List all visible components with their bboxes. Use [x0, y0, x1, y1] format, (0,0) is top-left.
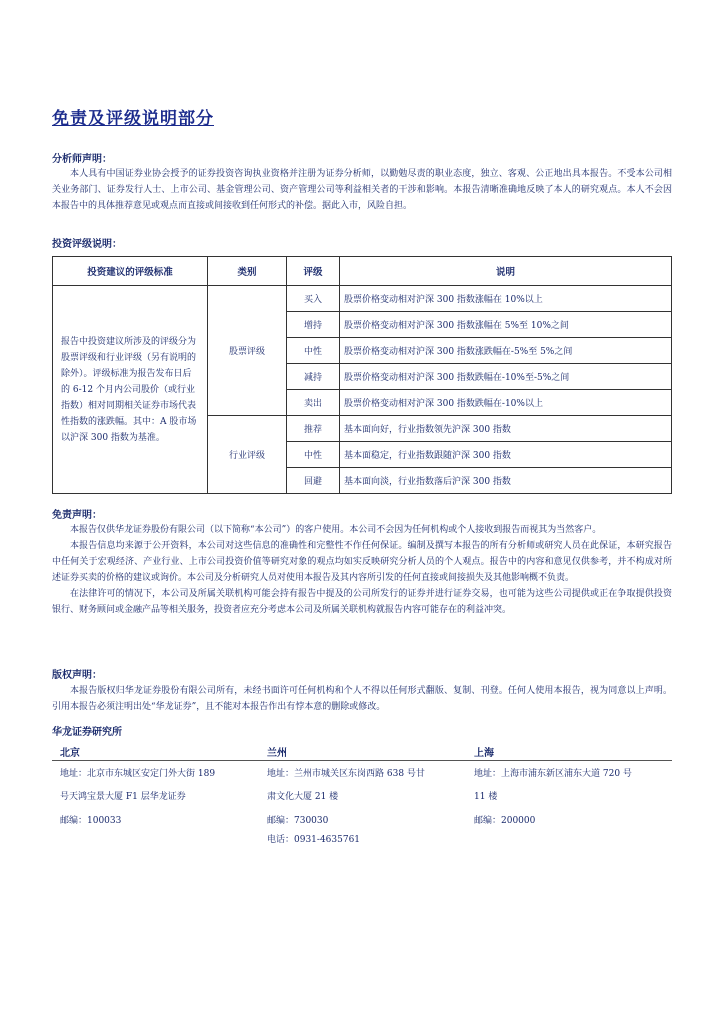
office-city-lanzhou: 兰州 [267, 748, 287, 759]
grade-cell: 减持 [287, 364, 340, 390]
copyright-heading: 版权声明： [52, 670, 102, 681]
disclaimer-paragraph: 在法律许可的情况下，本公司及所属关联机构可能会持有报告中提及的公司所发行的证券并进行证券交易，也可能为这些公司提供或正在争取提供投资银行、财务顾问或金融产品等相关服务，投资者应充分考虑本公司及所属关联机构就报告内容可能存在的利益冲突。 [52, 589, 672, 615]
lanzhou-address-line1: 地址：兰州市城关区东岗西路 638 号甘 [267, 769, 425, 779]
table-row [53, 286, 672, 312]
lanzhou-postcode: 邮编：730030 [267, 816, 329, 826]
shanghai-address-line1: 地址：上海市浦东新区浦东大道 720 号 [474, 769, 632, 779]
stock-rating-category: 股票评级 [208, 286, 287, 416]
grade-description: 股票价格变动相对沪深 300 指数涨幅在 5%至 10%之间 [340, 312, 672, 338]
analyst-statement [52, 166, 672, 214]
disclaimer-body [52, 522, 672, 618]
grade-cell: 增持 [287, 312, 340, 338]
copyright-text: 本报告版权归华龙证券股份有限公司所有，未经书面许可任何机构和个人不得以任何形式翻版、复制、刊登。任何人使用本报告，视为同意以上声明。引用本报告必须注明出处“华龙证券”，且不能对本报告作出有悖本意的删除或修改。 [52, 686, 672, 712]
rating-table-header [53, 257, 672, 286]
grade-cell: 中性 [287, 338, 340, 364]
page-title: 免责及评级说明部分 [52, 109, 214, 129]
header-grade: 评级 [287, 257, 340, 286]
industry-rating-category: 行业评级 [208, 416, 287, 494]
office-city-shanghai: 上海 [474, 748, 494, 759]
lanzhou-phone: 电话：0931-4635761 [267, 835, 361, 845]
beijing-postcode: 邮编：100033 [60, 816, 122, 826]
disclaimer-heading: 免责声明： [52, 510, 102, 521]
office-city-beijing: 北京 [60, 748, 80, 759]
header-criteria: 投资建议的评级标准 [53, 257, 208, 286]
header-description: 说明 [340, 257, 672, 286]
header-category: 类别 [208, 257, 287, 286]
grade-description: 基本面向好，行业指数领先沪深 300 指数 [340, 416, 672, 442]
grade-cell: 卖出 [287, 390, 340, 416]
grade-cell: 中性 [287, 442, 340, 468]
beijing-address-line2: 号天鸿宝景大厦 F1 层华龙证券 [60, 792, 186, 802]
grade-description: 股票价格变动相对沪深 300 指数涨幅在 10%以上 [340, 286, 672, 312]
grade-cell: 买入 [287, 286, 340, 312]
lanzhou-address-line2: 肃文化大厦 21 楼 [267, 792, 339, 802]
rating-heading: 投资评级说明： [52, 239, 122, 250]
shanghai-address-line2: 11 楼 [474, 792, 498, 802]
grade-description: 基本面稳定，行业指数跟随沪深 300 指数 [340, 442, 672, 468]
grade-description: 股票价格变动相对沪深 300 指数跌幅在-10%至-5%之间 [340, 364, 672, 390]
analyst-heading: 分析师声明： [52, 154, 112, 165]
shanghai-postcode: 邮编：200000 [474, 816, 536, 826]
grade-cell: 回避 [287, 468, 340, 494]
rating-table [52, 256, 672, 494]
beijing-address-line1: 地址：北京市东城区安定门外大街 189 [60, 769, 216, 779]
grade-description: 股票价格变动相对沪深 300 指数跌幅在-10%以上 [340, 390, 672, 416]
grade-description: 股票价格变动相对沪深 300 指数涨跌幅在-5%至 5%之间 [340, 338, 672, 364]
rating-criteria: 报告中投资建议所涉及的评级分为股票评级和行业评级（另有说明的除外）。评级标准为报告发布日后的 6-12 个月内公司股价（或行业指数）相对同期相关证券市场代表性指数的涨跌幅。其中：A 股市场以沪深 300 指数为基准。 [53, 286, 208, 494]
disclaimer-paragraph: 本报告信息均来源于公开资料，本公司对这些信息的准确性和完整性不作任何保证。编制及撰写本报告的所有分析师或研究人员在此保证，本研究报告中任何关于宏观经济、产业行业、上市公司投资价值等研究对象的观点均如实反映研究分析人员的个人观点。报告中的内容和意见仅供参考，并不构成对所述证券买卖的价格的建议或询价。本公司及分析研究人员对使用本报告及其内容所引发的任何直接或间接损失及其他影响概不负责。 [52, 541, 672, 583]
grade-cell: 推荐 [287, 416, 340, 442]
divider [52, 760, 672, 761]
institute-heading: 华龙证券研究所 [52, 727, 122, 738]
grade-description: 基本面向淡，行业指数落后沪深 300 指数 [340, 468, 672, 494]
analyst-text: 本人具有中国证券业协会授予的证券投资咨询执业资格并注册为证券分析师，以勤勉尽责的职业态度，独立、客观、公正地出具本报告。不受本公司相关业务部门、证券发行人士、上市公司、基金管理公司、资产管理公司等利益相关者的干涉和影响。本报告清晰准确地反映了本人的研究观点。本人不会因本报告中的具体推荐意见或观点而直接或间接收到任何形式的补偿。据此入市，风险自担。 [52, 169, 672, 211]
copyright-body [52, 683, 672, 715]
disclaimer-paragraph: 本报告仅供华龙证券股份有限公司（以下简称“本公司”）的客户使用。本公司不会因为任何机构或个人接收到报告而视其为当然客户。 [70, 525, 602, 535]
